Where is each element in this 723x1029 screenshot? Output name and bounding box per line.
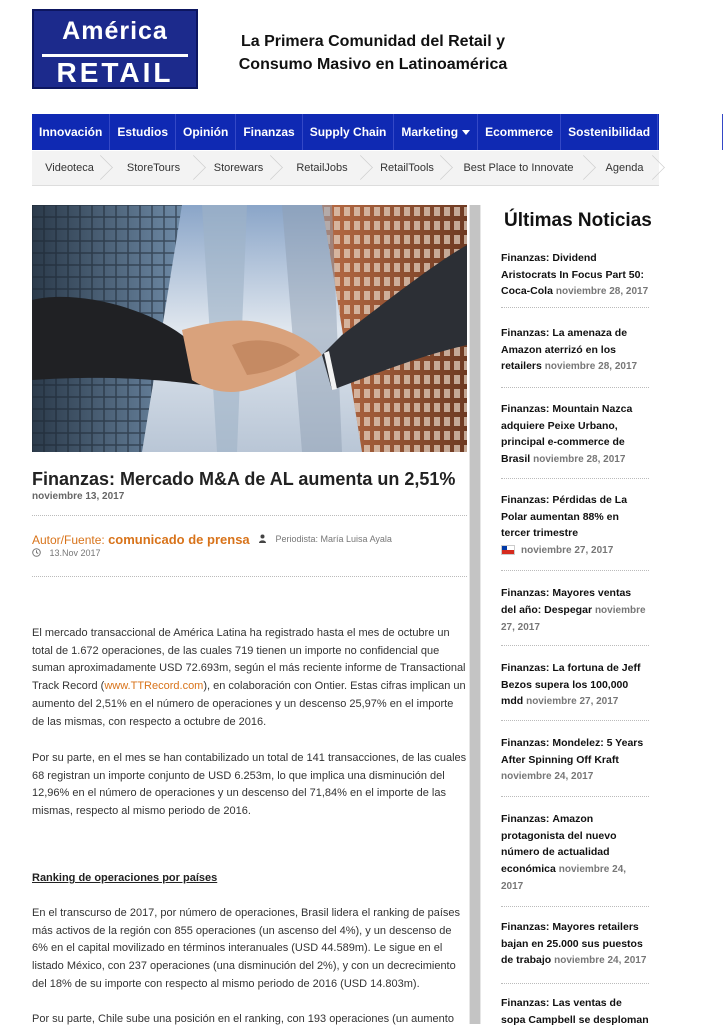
news-item[interactable]: Finanzas: Pérdidas de La Polar aumentan 88% en tercer trimestre noviembre 27, 2017	[501, 494, 628, 556]
article-paragraph-2: Por su parte, en el mes se han contabilizado un total de 141 transacciones, de las cuales 68 registran un importe conjunto de USD 6.253m, lo que implica una disminución del 12,96% en el número de operaciones y un descenso del 71,84% en el importe de las mismas, respecto al mismo periodo de 2016.	[32, 752, 467, 818]
article-hero-image	[32, 205, 467, 452]
news-divider	[501, 570, 649, 571]
author-line	[32, 532, 250, 547]
site-tagline	[210, 30, 536, 76]
news-item[interactable]: Finanzas: Amazon protagonista del nuevo número de actualidad económica noviembre 24, 2017	[501, 813, 627, 892]
news-item[interactable]: Finanzas: Mountain Nazca adquiere Peixe Urbano, principal e-commerce de Brasil noviembre 28, 2017	[501, 403, 633, 465]
divider	[32, 515, 467, 516]
subnav-videoteca[interactable]: Videoteca	[32, 151, 107, 185]
sidebar-title: Últimas Noticias	[504, 210, 652, 231]
article-paragraph-1: El mercado transaccional de América Latina ha registrado hasta el mes de octubre un total de 1.672 operaciones, de las cuales 719 tienen un importe no confidencial que suman aproximadamente USD 72.693m, según el más reciente informe de Transactional Track Record (www.TTRecord.com), en colaboración con Ontier. Estas cifras implican un aumento del 2,51% en el número de operaciones y un descenso 25,97% en el importe de las mismas, con respecto a octubre de 2016.	[32, 627, 466, 728]
main-nav	[32, 114, 716, 150]
author-label: Autor/Fuente:	[32, 533, 105, 547]
subnav-storewars[interactable]: Storewars	[200, 151, 277, 185]
subnav-retailjobs[interactable]: RetailJobs	[277, 151, 367, 185]
article-paragraph-3: En el transcurso de 2017, por número de operaciones, Brasil lidera el ranking de países más activos de la región con 855 operaciones (un ascenso del 4%), y un descenso de 6% en el capital movilizado en términos interanuales (USD 44.589m). Le sigue en el listado México, con 237 operaciones (una disminución del 2%), y con un decrecimiento del 18% de su importe con respecto al mismo periodo de 2016 (USD 14.803m).	[32, 907, 461, 990]
news-item[interactable]: Finanzas: La fortuna de Jeff Bezos supera los 100,000 mdd noviembre 27, 2017	[501, 662, 641, 707]
news-divider	[501, 307, 649, 308]
news-divider	[501, 478, 649, 479]
nav-item-supply-chain[interactable]: Supply Chain	[303, 114, 395, 150]
sub-nav	[32, 151, 659, 186]
subnav-storetours[interactable]: StoreTours	[107, 151, 200, 185]
news-item[interactable]: Finanzas: Mondelez: 5 Years After Spinning Off Kraft noviembre 24, 2017	[501, 737, 644, 782]
ttrecord-link[interactable]: www.TTRecord.com	[104, 680, 204, 693]
chile-flag-icon	[501, 545, 515, 555]
reporter-line	[258, 534, 392, 544]
news-divider	[501, 983, 649, 984]
nav-item-finanzas[interactable]: Finanzas	[236, 114, 302, 150]
clock-icon	[32, 548, 41, 557]
publish-date-line	[32, 548, 101, 558]
news-divider	[501, 387, 649, 388]
nav-item-innovacion[interactable]: Innovación	[32, 114, 110, 150]
news-divider	[501, 720, 649, 721]
scrollbar-thumb[interactable]	[470, 205, 480, 1024]
subnav-best-place[interactable]: Best Place to Innovate	[447, 151, 590, 185]
person-icon	[258, 534, 267, 543]
news-item[interactable]: Finanzas: Las ventas de sopa Campbell se desploman	[501, 997, 649, 1026]
author-value[interactable]: comunicado de prensa	[108, 532, 250, 547]
nav-item-marketing-label: Marketing	[401, 125, 459, 139]
article-title: Finanzas: Mercado M&A de AL aumenta un 2,51%	[32, 469, 456, 489]
handshake-image	[32, 205, 467, 452]
news-divider	[501, 645, 649, 646]
article-paragraph-4: Por su parte, Chile sube una posición en el ranking, con 193 operaciones (un aumento	[32, 1013, 454, 1025]
caret-down-icon	[462, 130, 470, 135]
news-item[interactable]: Finanzas: Mayores ventas del año: Despegar noviembre 27, 2017	[501, 587, 646, 633]
site-logo[interactable]	[32, 9, 198, 89]
tagline-line-2: Consumo Masivo en Latinoamérica	[238, 56, 508, 73]
section-heading: Ranking de operaciones por países	[32, 872, 218, 884]
nav-item-capacita[interactable]: Capacita	[658, 114, 723, 150]
news-item[interactable]: Finanzas: Dividend Aristocrats In Focus Part 50: Coca-Cola noviembre 28, 2017	[501, 252, 649, 297]
news-divider	[501, 906, 649, 907]
divider	[32, 576, 467, 577]
nav-item-opinion[interactable]: Opinión	[176, 114, 236, 150]
news-item[interactable]: Finanzas: La amenaza de Amazon aterrizó en los retailers noviembre 28, 2017	[501, 327, 638, 372]
news-divider	[501, 796, 649, 797]
nav-item-estudios[interactable]: Estudios	[110, 114, 176, 150]
subnav-retailtools[interactable]: RetailTools	[367, 151, 447, 185]
subnav-agenda[interactable]: Agenda	[590, 151, 659, 185]
news-item[interactable]: Finanzas: Mayores retailers bajan en 25.000 sus puestos de trabajo noviembre 24, 2017	[501, 921, 647, 966]
nav-item-sostenibilidad[interactable]: Sostenibilidad	[561, 114, 658, 150]
nav-item-marketing[interactable]	[394, 114, 478, 150]
logo-text-bottom: RETAIL	[56, 57, 174, 88]
publish-date: 13.Nov 2017	[49, 548, 101, 558]
reporter-name: Periodista: María Luisa Ayala	[275, 534, 392, 544]
logo-text-top: América	[62, 17, 168, 45]
article-date: noviembre 13, 2017	[32, 491, 125, 502]
tagline-line-1: La Primera Comunidad del Retail y	[240, 33, 506, 50]
nav-item-ecommerce[interactable]: Ecommerce	[478, 114, 561, 150]
